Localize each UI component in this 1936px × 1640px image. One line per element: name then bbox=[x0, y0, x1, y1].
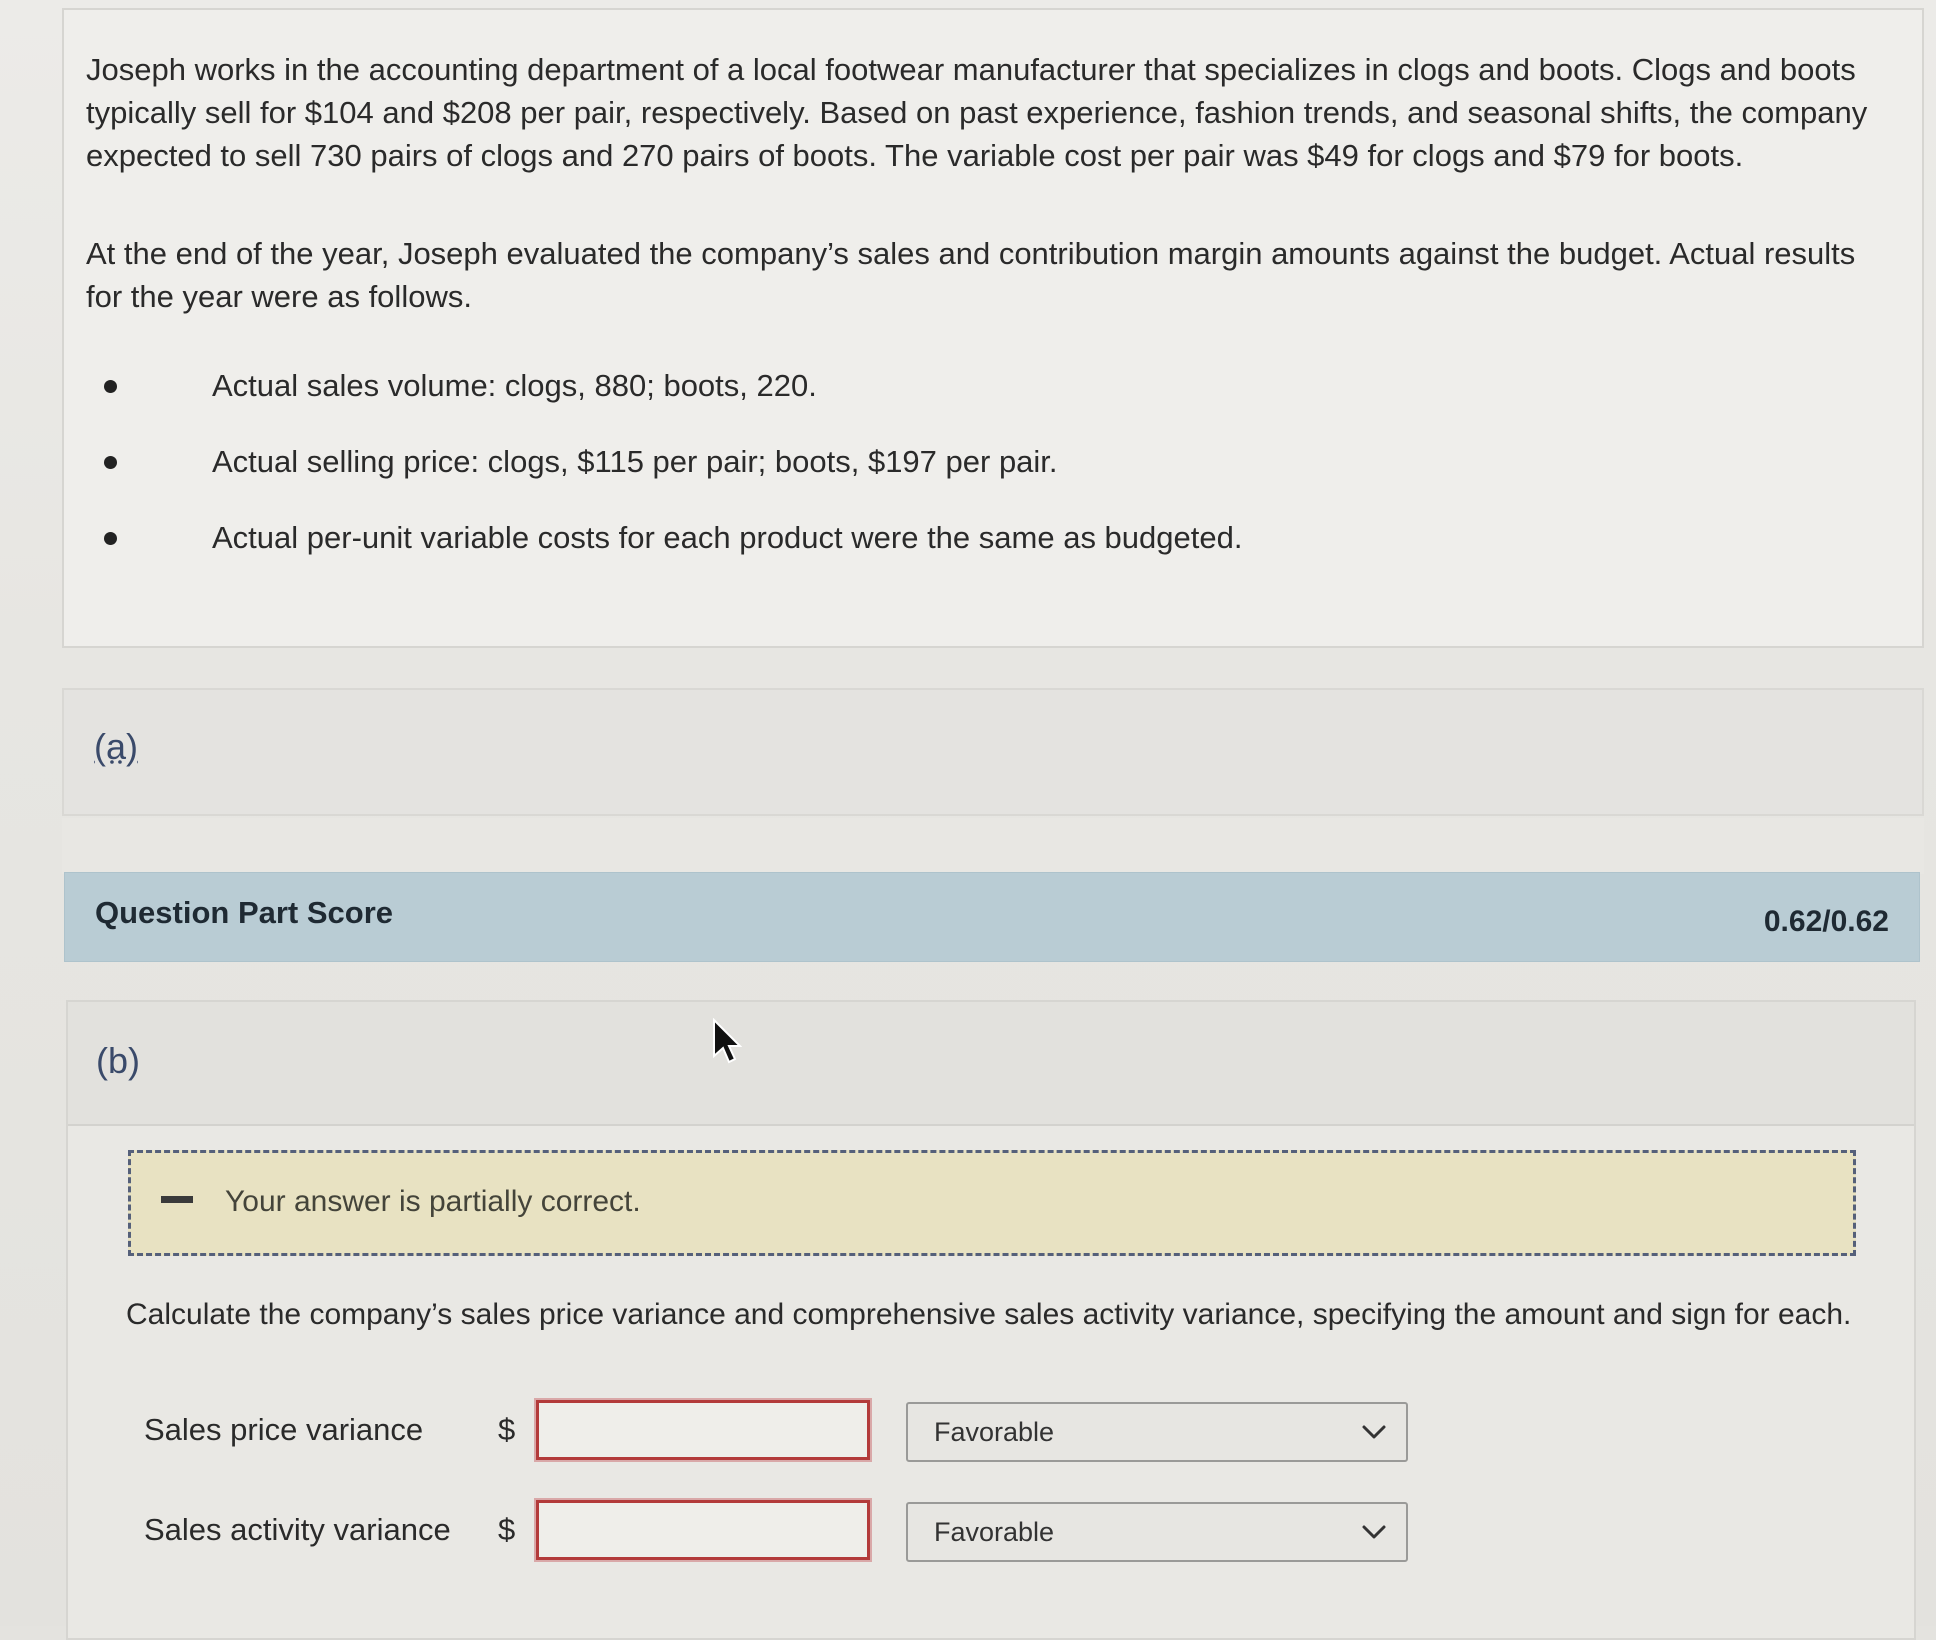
list-item bbox=[104, 518, 1804, 594]
part-a-section[interactable] bbox=[62, 688, 1924, 816]
bullet-text: Actual per-unit variable costs for each product were the same as budgeted. bbox=[212, 520, 1243, 555]
list-item bbox=[104, 366, 1804, 442]
minus-icon bbox=[161, 1196, 193, 1203]
problem-paragraph-2: At the end of the year, Joseph evaluated the company’s sales and contribution margin amounts against the budget. Actual results for the year were as follows. bbox=[86, 236, 1856, 314]
currency-symbol: $ bbox=[498, 1512, 516, 1547]
sales-price-variance-input[interactable] bbox=[536, 1400, 870, 1460]
bullet-icon bbox=[104, 456, 117, 469]
sales-activity-variance-row bbox=[68, 1500, 1914, 1564]
currency-symbol: $ bbox=[498, 1412, 516, 1447]
sales-price-variance-row bbox=[68, 1400, 1914, 1464]
part-a-link[interactable]: (a) bbox=[94, 726, 138, 767]
sales-activity-variance-label: Sales activity variance bbox=[144, 1512, 451, 1547]
part-a-body bbox=[62, 818, 1924, 874]
bullet-text: Actual sales volume: clogs, 880; boots, 220. bbox=[212, 368, 817, 403]
question-part-score-bar bbox=[64, 872, 1920, 962]
sales-activity-variance-select[interactable] bbox=[906, 1502, 1408, 1562]
score-label: Question Part Score bbox=[95, 895, 394, 930]
bullet-text: Actual selling price: clogs, $115 per pair; boots, $197 per pair. bbox=[212, 444, 1058, 479]
feedback-message: Your answer is partially correct. bbox=[225, 1185, 641, 1218]
problem-statement bbox=[62, 8, 1924, 648]
bullet-icon bbox=[104, 380, 117, 393]
sales-price-variance-label: Sales price variance bbox=[144, 1412, 424, 1447]
feedback-banner bbox=[128, 1150, 1856, 1256]
chevron-down-icon bbox=[1360, 1418, 1388, 1446]
bullet-icon bbox=[104, 532, 117, 545]
actual-results-list bbox=[104, 366, 1804, 594]
chevron-down-icon bbox=[1360, 1518, 1388, 1546]
question-instruction: Calculate the company’s sales price variance and comprehensive sales activity variance, specifying the amount and sign for each. bbox=[126, 1298, 1852, 1331]
part-b-label: (b) bbox=[96, 1040, 140, 1081]
sales-activity-variance-input[interactable] bbox=[536, 1500, 870, 1560]
sales-price-variance-select[interactable] bbox=[906, 1402, 1408, 1462]
problem-paragraph-1: Joseph works in the accounting department of a local footwear manufacturer that specializes in clogs and boots. Clogs and boots typically sell for $104 and $208 per pair, respectively. Based on past experience, fashion trends, and seasonal shifts, the company expected to sell 730 pairs of clogs and 270 pairs of boots. The variable cost per pair was $49 for clogs and $79 for boots. bbox=[86, 52, 1868, 173]
mouse-pointer-icon bbox=[712, 1018, 742, 1066]
select-value: Favorable bbox=[934, 1517, 1055, 1547]
score-value: 0.62/0.62 bbox=[1763, 905, 1889, 938]
part-b-header bbox=[68, 1002, 1914, 1126]
select-value: Favorable bbox=[934, 1417, 1055, 1447]
list-item bbox=[104, 442, 1804, 518]
part-b-section bbox=[66, 1000, 1916, 1640]
